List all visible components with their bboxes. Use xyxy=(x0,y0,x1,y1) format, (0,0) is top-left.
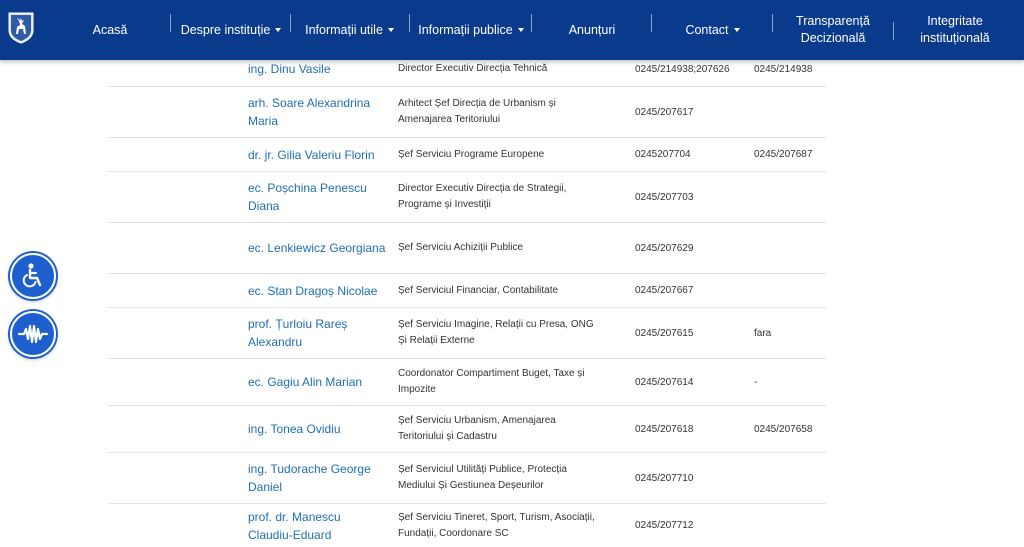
nav-contact[interactable] xyxy=(655,0,770,60)
nav-transparenta-decizionala[interactable] xyxy=(786,0,880,60)
person-role: Arhitect Șef Direcția de Urbanism și Amenajarea Teritoriului xyxy=(398,98,556,125)
nav-contact-label: Contact xyxy=(685,22,729,37)
phone-number: 0245/207712 xyxy=(635,520,694,531)
fax-number xyxy=(754,87,826,137)
phone-number: 0245/207629 xyxy=(635,242,694,254)
nav-integritate-institutionala-label: Integritate instituțională xyxy=(920,14,990,45)
person-role: Director Executiv Direcția Tehnică xyxy=(398,63,548,74)
phone-number: 0245/207618 xyxy=(635,423,694,435)
phone-number: 0245207704 xyxy=(635,149,691,160)
fax-number: - xyxy=(754,376,758,388)
person-name[interactable]: ing. Tonea Ovidiu xyxy=(248,422,341,436)
phone-number: 0245/207710 xyxy=(635,472,694,484)
person-name[interactable]: ec. Lenkiewicz Georgiana xyxy=(248,241,386,255)
fax-number xyxy=(754,223,826,273)
nav-separator xyxy=(772,14,773,32)
nav-anunturi-label: Anunțuri xyxy=(568,22,616,37)
table-row xyxy=(108,222,826,273)
nav-despre-institutie[interactable] xyxy=(172,0,290,60)
audio-wave-icon xyxy=(17,319,49,349)
caret-down-icon xyxy=(275,28,281,32)
crest-deer-icon[interactable] xyxy=(8,12,34,44)
accessibility-button[interactable] xyxy=(10,253,56,299)
fax-number: 0245/207687 xyxy=(754,149,813,160)
table-row xyxy=(108,307,826,358)
phone-number: 0245/207617 xyxy=(635,106,694,118)
person-name[interactable]: prof. Țurloiu Rareș Alexandru xyxy=(248,317,348,349)
table-row xyxy=(108,86,826,137)
caret-down-icon xyxy=(388,28,394,32)
phone-number: 0245/207703 xyxy=(635,191,694,203)
phone-number: 0245/207667 xyxy=(635,285,694,296)
table-row xyxy=(108,405,826,452)
person-role: Șef Serviciu Imagine, Relații cu Presa, ONG Și Relații Externe xyxy=(398,319,594,346)
nav-acasa[interactable] xyxy=(80,0,140,60)
nav-separator xyxy=(893,22,894,40)
table-row xyxy=(108,171,826,222)
nav-separator xyxy=(651,14,652,32)
fax-number xyxy=(754,274,826,307)
caret-down-icon xyxy=(734,28,740,32)
nav-acasa-label: Acasă xyxy=(92,22,128,37)
nav-informatii-publice[interactable] xyxy=(411,0,531,60)
phone-number: 0245/207615 xyxy=(635,327,694,339)
person-role: Șef Serviciu Urbanism, Amenajarea Teritoriului și Cadastru xyxy=(398,415,556,442)
nav-informatii-utile[interactable] xyxy=(292,0,407,60)
person-role: Director Executiv Direcția de Strategii, Programe și Investiții xyxy=(398,183,567,210)
phone-number: 0245/207614 xyxy=(635,376,694,388)
fax-number: fara xyxy=(754,327,772,339)
person-name[interactable]: prof. dr. Manescu Claudiu-Eduard xyxy=(248,509,341,542)
fax-number xyxy=(754,504,826,547)
nav-separator xyxy=(531,14,532,32)
nav-despre-institutie-label: Despre instituție xyxy=(180,22,271,37)
person-name[interactable]: dr. jr. Gilia Valeriu Florin xyxy=(248,147,375,162)
fax-number xyxy=(754,172,826,222)
table-row xyxy=(108,452,826,503)
person-role: Șef Serviciu Programe Europene xyxy=(398,148,545,160)
table-row xyxy=(108,358,826,405)
table-row xyxy=(108,137,826,171)
person-name[interactable]: ec. Gagiu Alin Marian xyxy=(248,375,363,389)
top-navigation-bar xyxy=(0,0,1024,60)
wheelchair-accessibility-icon xyxy=(18,261,48,291)
table-row xyxy=(108,503,826,547)
nav-transparenta-decizionala-label: Transparență Decizională xyxy=(796,14,870,45)
person-name[interactable]: ec. Poșchina Penescu Diana xyxy=(248,181,367,213)
nav-separator xyxy=(170,14,171,32)
audio-reader-button[interactable] xyxy=(10,311,56,357)
person-role: Șef Serviciul Utilități Publice, Protecția Mediului Și Gestiunea Deșeurilor xyxy=(398,464,567,491)
person-role: Coordonator Compartiment Buget, Taxe și Impozite xyxy=(398,368,585,395)
person-role: Șef Serviciu Achiziții Publice xyxy=(398,242,524,253)
person-name[interactable]: ing. Dinu Vasile xyxy=(248,62,331,76)
fax-number xyxy=(754,453,826,503)
nav-informatii-utile-label: Informații utile xyxy=(305,22,383,37)
nav-informatii-publice-label: Informații publice xyxy=(418,22,513,37)
person-role: Șef Serviciul Financiar, Contabilitate xyxy=(398,284,559,296)
nav-anunturi[interactable] xyxy=(540,0,644,60)
phone-number: 0245/214938;207626 xyxy=(635,63,730,75)
person-name[interactable]: arh. Soare Alexandrina Maria xyxy=(248,96,371,128)
table-row xyxy=(108,273,826,307)
fax-number: 0245/214938 xyxy=(754,63,813,75)
person-name[interactable]: ing. Tudorache George Daniel xyxy=(248,462,371,494)
nav-separator xyxy=(409,14,410,32)
person-role: Șef Serviciu Tineret, Sport, Turism, Asociații, Fundații, Coordonare SC xyxy=(398,511,595,539)
fax-number: 0245/207658 xyxy=(754,423,813,435)
nav-separator xyxy=(290,14,291,32)
nav-integritate-institutionala[interactable] xyxy=(905,0,1005,60)
caret-down-icon xyxy=(518,28,524,32)
person-name[interactable]: ec. Stan Dragoș Nicolae xyxy=(248,283,378,298)
